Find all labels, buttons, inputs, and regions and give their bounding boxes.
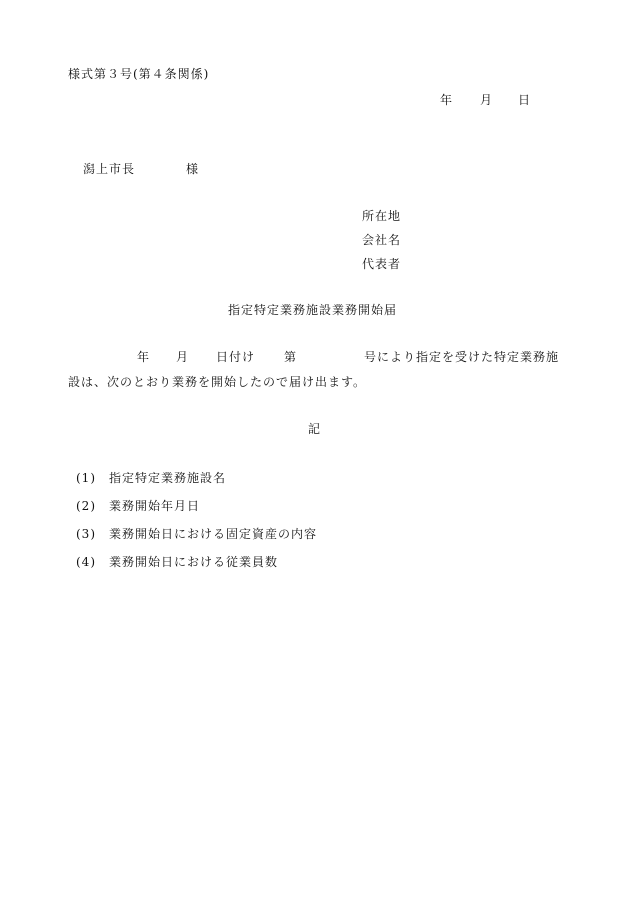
body-line1-text: 号により指定を受けた特定業務施 <box>364 350 560 364</box>
item-label: 指定特定業務施設名 <box>109 471 227 485</box>
item-label: 業務開始日における固定資産の内容 <box>109 527 318 541</box>
body-year-label: 年 <box>137 350 151 364</box>
item-number: (3) <box>76 527 96 541</box>
body-number-prefix: 第 <box>284 350 298 364</box>
applicant-company-label: 会社名 <box>362 233 402 247</box>
form-number: 様式第３号(第４条関係) <box>68 67 210 81</box>
addressee-mayor: 潟上市長 <box>83 162 136 176</box>
date-month-label: 月 <box>480 93 494 107</box>
body-month-label: 月 <box>176 350 190 364</box>
item-label: 業務開始日における従業員数 <box>109 555 279 569</box>
applicant-representative-label: 代表者 <box>362 257 402 271</box>
item-label: 業務開始年月日 <box>109 499 201 513</box>
item-number: (2) <box>76 499 96 513</box>
document-title: 指定特定業務施設業務開始届 <box>228 303 398 317</box>
item-number: (1) <box>76 471 96 485</box>
applicant-address-label: 所在地 <box>362 209 402 223</box>
date-year-label: 年 <box>440 93 454 107</box>
date-day-label: 日 <box>518 93 532 107</box>
addressee-honorific: 様 <box>186 162 200 176</box>
body-line2-text: 設は、次のとおり業務を開始したので届け出ます。 <box>68 375 367 389</box>
body-date-suffix: 日付け <box>216 350 256 364</box>
ki-heading: 記 <box>308 422 322 436</box>
item-number: (4) <box>76 555 96 569</box>
